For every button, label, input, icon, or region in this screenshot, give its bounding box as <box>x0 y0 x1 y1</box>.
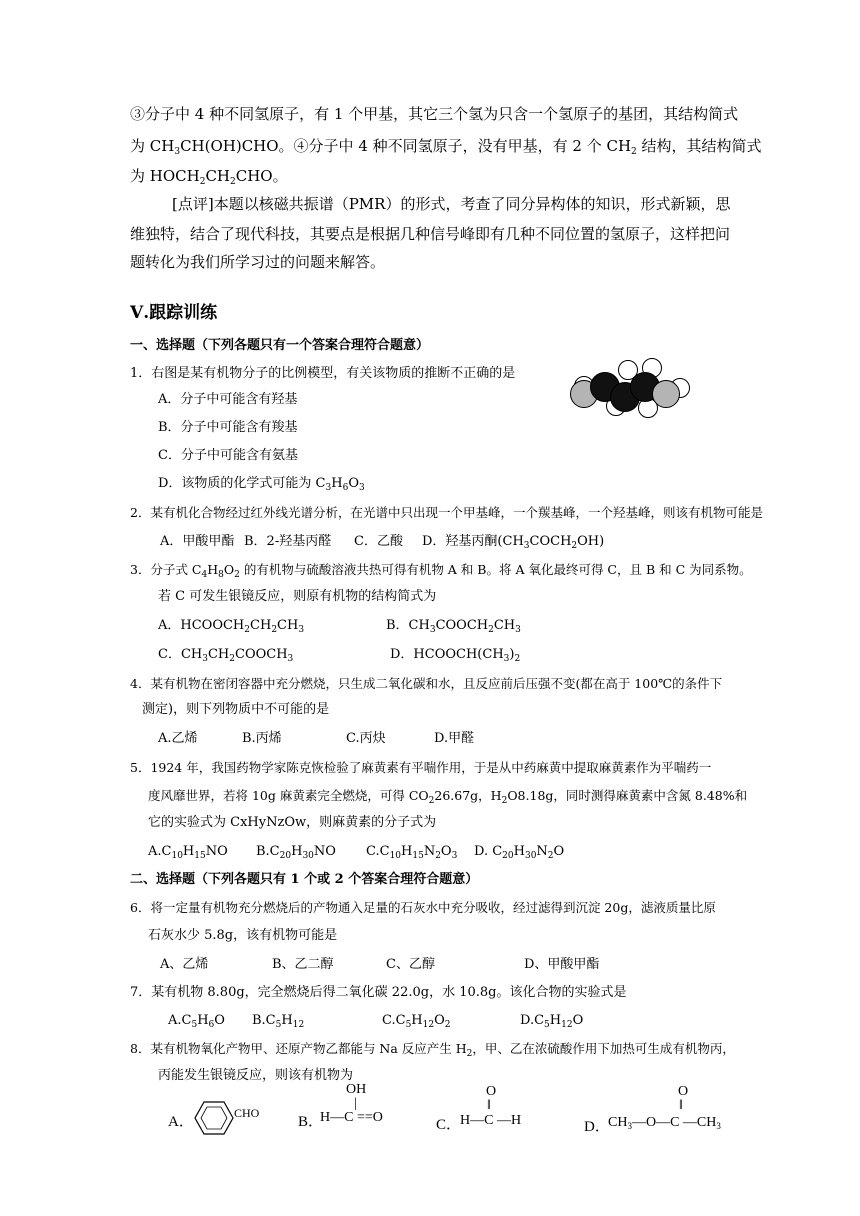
q8-option-c-label: C． <box>436 1117 462 1133</box>
q6-option-c: C、乙醇 <box>386 957 435 972</box>
q8-option-a-label: A． <box>168 1114 194 1130</box>
section1-title: 一、选择题（下列各题只有一个答案合理符合题意） <box>130 338 430 353</box>
q6-stem-line2: 石灰水少 5.8g，该有机物可能是 <box>148 928 338 943</box>
q2-stem: 2．某有机化合物经过红外线光谱分析，在光谱中只出现一个甲基峰，一个羰基峰，一个羟基峰，则该有机物可能是 <box>130 505 763 520</box>
q2-option-d: D．羟基丙酮$(CH_3COCH_2OH)$ <box>422 534 605 551</box>
q5-stem: 5．1924 年，我国药物学家陈克恢检验了麻黄素有平喘作用，于是从中药麻黄中提取麻黄素作为平喘药一 <box>130 760 712 775</box>
q2-option-a: A．甲酸甲酯 <box>160 534 235 549</box>
q1-option-a: A．分子中可能含有羟基 <box>158 392 298 407</box>
q8-option-c-top: O <box>486 1084 497 1099</box>
q5-option-d: D. $C_{20}H_{30}N_2O$ <box>474 844 565 861</box>
q8-option-a-group: CHO <box>234 1106 260 1120</box>
q1-option-c: C．分子中可能含有氨基 <box>158 448 298 463</box>
q8-option-d-formula: $CH_3—O—C$ $—CH_3$ <box>608 1115 721 1131</box>
molecule-model-image <box>566 358 696 418</box>
q4-option-d: D.甲醛 <box>434 731 475 746</box>
q5-option-a: $A.C_{10}H_{15}NO$ <box>148 844 228 861</box>
q3-option-c: C．$CH_3CH_2COOCH_3$ <box>158 647 294 664</box>
q6-option-d: D、甲酸甲酯 <box>524 957 600 972</box>
q5-stem-line3: 它的实验式为 CxHyNzOw，则麻黄素的分子式为 <box>148 815 437 830</box>
para1-line1: ③分子中 4 种不同氢原子，有 1 个甲基，其它三个氢为只含一个氢原子的基团，其结构简式 <box>130 105 739 123</box>
q3-option-b: B．$CH_3COOCH_2CH_3$ <box>386 618 521 635</box>
q5-option-c: $C.C_{10}H_{15}N_2O_3$ <box>366 844 458 861</box>
q7-option-a: $A.C_5H_6O$ <box>168 1013 225 1030</box>
benzene-ring-icon <box>194 1100 234 1136</box>
q7-option-b: $B.C_5H_{12}$ <box>252 1013 305 1030</box>
q3-stem-line2: 若 C 可发生银镜反应，则原有机物的结构简式为 <box>158 589 437 604</box>
comment-line2: 维独特，结合了现代科技，其要点是根据几种信号峰即有几种不同位置的氢原子，这样把问 <box>130 225 731 243</box>
o-atom <box>652 380 680 408</box>
q8-option-b-bond: | <box>354 1096 357 1111</box>
q8-option-b-label: B． <box>298 1114 324 1130</box>
q4-option-a: A.乙烯 <box>158 731 198 746</box>
q8-option-d-bond: ‖ <box>679 1098 683 1113</box>
q3-stem: 3．分子式 $C_4H_8O_2$ 的有机物与硫酸溶液共热可得有机物 A 和 B。将 A 氧化最终可得 C，且 B 和 C 为同系物。 <box>130 562 752 580</box>
q6-stem: 6．将一定量有机物充分燃烧后的产物通入足量的石灰水中充分吸收，经过滤得到沉淀 20g，滤液质量比原 <box>130 900 716 915</box>
section2-title: 二、选择题（下列各题只有 1 个或 2 个答案合理符合题意） <box>130 872 479 887</box>
q1-option-b: B．分子中可能含有羧基 <box>158 420 298 435</box>
q8-option-d-top: O <box>678 1084 689 1099</box>
q4-stem: 4．某有机物在密闭容器中充分燃烧，只生成二氧化碳和水，且反应前后压强不变(都在高于 100℃的条件下 <box>130 676 723 691</box>
q7-stem: 7．某有机物 8.80g，完全燃烧后得二氧化碳 22.0g，水 10.8g。该化合物的实验式是 <box>130 985 627 1000</box>
q8-option-b-formula: H—C ==O <box>320 1110 383 1125</box>
q3-option-a: A．$HCOOCH_2CH_2CH_3$ <box>158 618 305 635</box>
q5-stem-line2: 度风靡世界，若将 10g 麻黄素完全燃烧，可得 $CO_226.67g$，$H_2O8.18g$，同时测得麻黄素中含氮 8.48%和 <box>148 788 748 806</box>
para1-line2: 为 $CH_3CH(OH)CHO$。④分子中 4 种不同氢原子，没有甲基，有 2 个 $CH_2$ 结构，其结构简式 <box>130 137 762 157</box>
q4-option-c: C.丙炔 <box>346 731 386 746</box>
q8-stem-line2: 丙能发生银镜反应，则该有机物为 <box>158 1068 354 1083</box>
q5-option-b: $B.C_{20}H_{30}NO$ <box>256 844 336 861</box>
q8-option-d-label: D． <box>584 1119 610 1135</box>
para1-line3: 为 $HOCH_2CH_2CHO$。 <box>130 167 288 187</box>
q2-option-c: C．乙酸 <box>354 534 403 549</box>
q7-option-c: $C.C_5H_{12}O_2$ <box>382 1013 451 1030</box>
section-heading: Ⅴ.跟踪训练 <box>130 303 218 323</box>
q1-option-d: D．该物质的化学式可能为 $C_3H_6O_3$ <box>158 476 365 493</box>
q8-option-c-bond: ‖ <box>487 1098 491 1113</box>
q4-stem-line2: 测定)，则下列物质中不可能的是 <box>142 702 330 717</box>
q8-option-b-top: OH <box>346 1082 367 1097</box>
q1-stem: 1．右图是某有机物分子的比例模型，有关该物质的推断不正确的是 <box>130 366 516 381</box>
q3-option-d: D．$HCOOCH(CH_3)_2$ <box>390 647 521 664</box>
comment-line1: [点评]本题以核磁共振谱（PMR）的形式，考查了同分异构体的知识，形式新颖，思 <box>172 195 731 213</box>
q8-option-c-formula: H—C —H <box>460 1113 522 1128</box>
q6-option-b: B、乙二醇 <box>272 957 334 972</box>
q8-stem: 8．某有机物氧化产物甲、还原产物乙都能与 Na 反应产生 $H_2$，甲、乙在浓硫酸作用下加热可生成有机物丙， <box>130 1041 735 1059</box>
q4-option-b: B.丙烯 <box>242 731 282 746</box>
q2-option-b: B．2-羟基丙醛 <box>244 534 332 549</box>
q7-option-d: $D.C_5H_{12}O$ <box>520 1013 584 1030</box>
q6-option-a: A、乙烯 <box>160 957 209 972</box>
comment-line3: 题转化为我们所学习过的问题来解答。 <box>130 253 386 271</box>
